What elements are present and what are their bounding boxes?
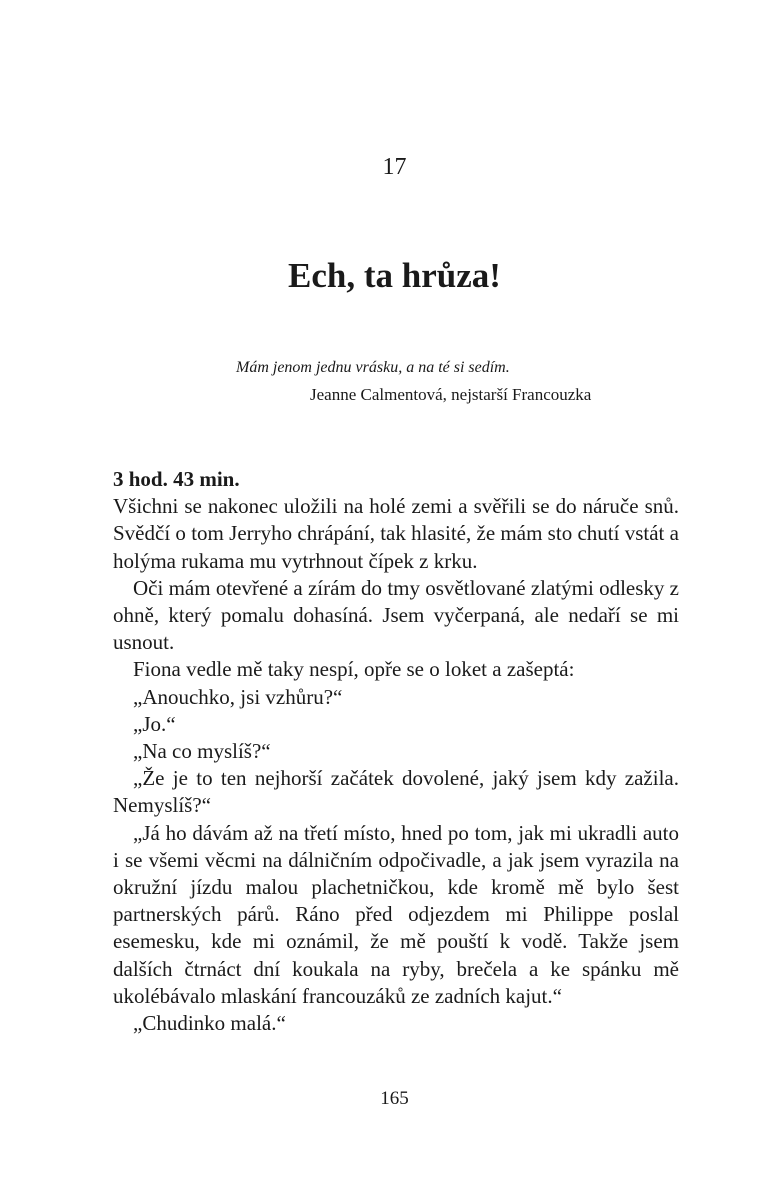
time-heading: 3 hod. 43 min.	[113, 467, 240, 491]
paragraph: „Jo.“	[133, 711, 176, 736]
epigraph-source: Jeanne Calmentová, nejstarší Francouzka	[310, 385, 592, 404]
epigraph-quote: Mám jenom jednu vrásku, a na té si sedím.	[236, 359, 510, 376]
paragraph: „Chudinko malá.“	[133, 1011, 286, 1036]
paragraph: „Anouchko, jsi vzhůru?“	[133, 684, 343, 709]
paragraph: „Na co myslíš?“	[133, 739, 271, 764]
paragraph: Oči mám otevřené a zírám do tmy osvětlované zlatými odlesky z ohně, který pomalu dohasíná. Jsem vyčerpaná, ale nedaří se mi usnout.	[113, 575, 679, 655]
page-number: 165	[380, 1088, 409, 1109]
paragraph: Fiona vedle mě taky nespí, opře se o loket a zašeptá:	[133, 657, 575, 682]
chapter-number: 17	[382, 154, 407, 180]
paragraph: Všichni se nakonec uložili na holé zemi a svěřili se do náruče snů. Svědčí o tom Jerryho chrápání, tak hlasité, že mám sto chutí vstát a holýma rukama mu vytrhnout čípek z krku.	[113, 494, 679, 573]
paragraph: „Že je to ten nejhorší začátek dovolené, jaký jsem kdy zažila. Nemyslíš?“	[113, 766, 679, 818]
body-text	[113, 466, 679, 1037]
chapter-title: Ech, ta hrůza!	[288, 256, 501, 295]
paragraph: „Já ho dávám až na třetí místo, hned po tom, jak mi ukradli auto i se všemi věcmi na dálničním odpočivadle, a jak jsem vyrazila na okružní jízdu malou plachetničkou, kde kromě mě bylo šest partnerských párů. Ráno před odjezdem mi Philippe poslal esemesku, kde mi oznámil, že mě pouští k vodě. Takže jsem dalších čtrnáct dní koukala na ryby, brečela a ke spánku mě ukolébávalo mlaskání francouzáků ze zadních kajut.“	[113, 820, 679, 1008]
